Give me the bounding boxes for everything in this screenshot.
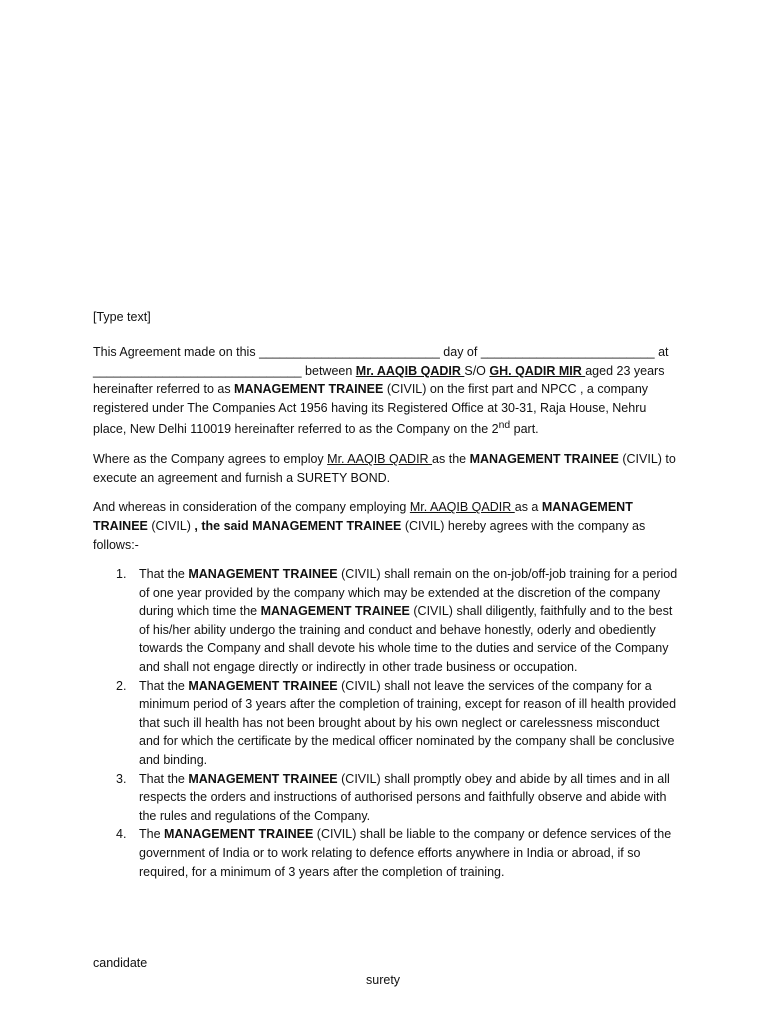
role-title: MANAGEMENT TRAINEE xyxy=(252,518,402,533)
text-run: (CIVIL) hereby agrees with the company as follows:- xyxy=(93,518,646,552)
candidate-name: Mr. AAQIB QADIR xyxy=(409,500,515,515)
text-run: as a xyxy=(514,500,542,515)
place-blank: ______________________________ xyxy=(93,363,302,378)
text-run: This Agreement made on this xyxy=(93,345,260,359)
agreement-intro-paragraph xyxy=(93,343,678,439)
text-run: (CIVIL) to execute an agreement and furnish a SURETY BOND. xyxy=(93,452,676,485)
page-header: [Type text] xyxy=(93,310,151,324)
text-run: (CIVIL) shall diligently, faithfully and to the best of his/her ability undergo the training and conduct and behave honestly, oderly and obediently towards the Company and shall devote his whole time to the duties and service of the Company and shall not engage directly or indirectly in other trade business or occupation. xyxy=(139,604,673,675)
role-title: MANAGEMENT TRAINEE xyxy=(188,771,338,786)
date-blank: __________________________ xyxy=(259,345,440,359)
text-run: (CIVIL) shall not leave the services of the company for a minimum period of 3 years after the completion of training, except for reason of ill health provided that such ill health has not been brought about by his own neglect or carelessness misconduct and for which the certificate by the medical officer nominated by the company shall be conclusive and binding. xyxy=(139,678,677,768)
text-run: at xyxy=(654,345,669,359)
role-title: MANAGEMENT TRAINEE xyxy=(260,604,410,619)
father-name: GH. QADIR MIR xyxy=(489,363,586,378)
candidate-name: Mr. AAQIB QADIR xyxy=(327,452,433,467)
clause-number: 4. xyxy=(116,827,127,842)
role-title: MANAGEMENT TRAINEE xyxy=(188,567,338,582)
text-run: aged 23 years hereinafter referred to as xyxy=(93,363,665,397)
employment-paragraph xyxy=(93,450,678,487)
text-run: , the said xyxy=(194,518,253,533)
text-run: And whereas in consideration of the company employing xyxy=(93,500,410,515)
text-run: part. xyxy=(510,422,539,437)
text-run: between xyxy=(301,363,356,378)
text-run: as the xyxy=(432,452,470,467)
text-run: (CIVIL) xyxy=(147,518,195,533)
text-run: That the xyxy=(139,771,189,786)
text-run: day of xyxy=(439,345,481,359)
ordinal-suffix: nd xyxy=(498,420,511,432)
surety-signature-label: surety xyxy=(366,973,401,987)
candidate-signature-label: candidate xyxy=(93,956,148,970)
text-run: That the xyxy=(139,678,189,693)
text-run: (CIVIL) shall promptly obey and abide by all times and in all respects the orders and instructions of authorised persons and faithfully observe and abide with the rules and regulations of the Company. xyxy=(139,771,670,823)
clause-number: 2. xyxy=(116,678,127,693)
consideration-paragraph xyxy=(93,498,678,554)
text-run: The xyxy=(139,827,165,842)
clause-number: 1. xyxy=(116,567,127,582)
text-run: Where as the Company agrees to employ xyxy=(93,452,328,467)
role-title: MANAGEMENT TRAINEE xyxy=(188,678,338,693)
clause-number: 3. xyxy=(116,771,127,786)
month-blank: _________________________ xyxy=(480,345,655,359)
role-title: MANAGEMENT TRAINEE xyxy=(469,452,619,467)
text-run: S/O xyxy=(464,363,490,378)
text-run: (CIVIL) on the first part and NPCC , a company registered under The Companies Act 1956 having its Registered Office at 30-31, Raja House, Nehru place, New Delhi 110019 hereinafter referred to as the Company on the 2 xyxy=(93,382,649,437)
text-run: (CIVIL) shall be liable to the company or defence services of the government of India or to work relating to defence efforts anywhere in India or abroad, if so required, for a minimum of 3 years after the completion of training. xyxy=(139,827,672,879)
clause-item xyxy=(93,565,678,677)
agreement-body xyxy=(93,343,678,881)
role-title: MANAGEMENT TRAINEE xyxy=(93,500,633,533)
clause-item xyxy=(93,770,678,826)
clause-item xyxy=(93,677,678,770)
candidate-name: Mr. AAQIB QADIR xyxy=(355,363,465,378)
clause-list xyxy=(93,565,678,881)
clause-item xyxy=(93,825,678,881)
text-run: That the xyxy=(139,567,189,582)
role-title: MANAGEMENT TRAINEE xyxy=(164,827,314,842)
text-run: (CIVIL) shall remain on the on-job/off-job training for a period of one year provided by the company which may be extended at the discretion of the company during which time the xyxy=(139,567,678,619)
role-title: MANAGEMENT TRAINEE xyxy=(234,382,384,397)
